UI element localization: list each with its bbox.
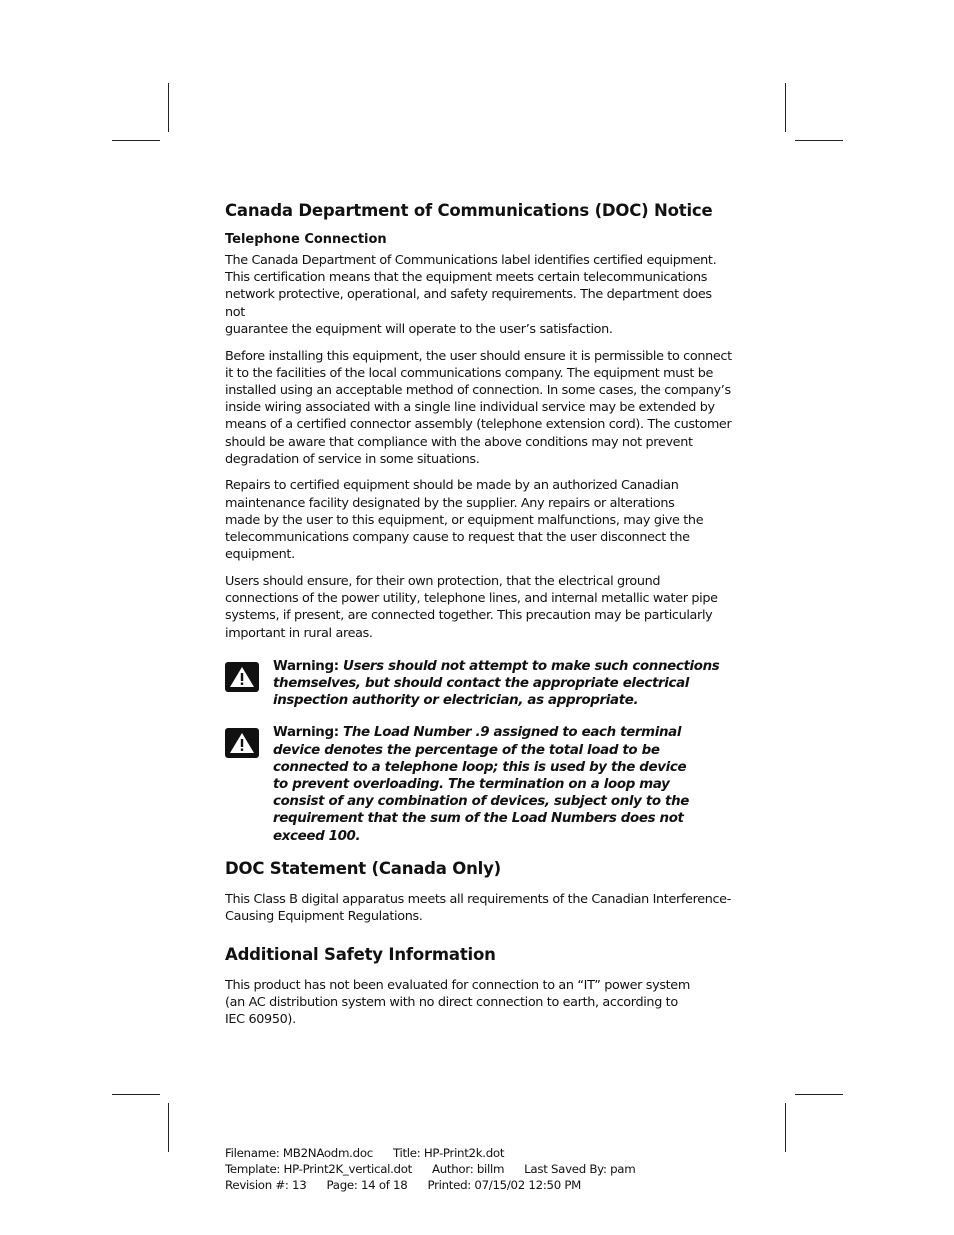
paragraph: The Canada Department of Communications label identifies certified equipment. This certification means that the equipment meets certain telecommunications network protective, operational, and safety requirements. The department does not guarantee the equipment will operate to the user’s satisfaction. xyxy=(225,253,717,337)
paragraph: Users should ensure, for their own protection, that the electrical ground connections of the power utility, telephone lines, and internal metallic water pipe systems, if present, are connected together. This precaution may be particularly important in rural areas. xyxy=(225,573,718,641)
warning-label: Warning: xyxy=(273,725,339,741)
footer-row xyxy=(225,1161,655,1177)
document-footer xyxy=(225,1145,655,1193)
crop-mark-bottom-right-horizontal xyxy=(795,1094,843,1095)
footer-page: Page: 14 of 18 xyxy=(326,1178,408,1192)
section-title: Additional Safety Information xyxy=(225,945,496,964)
crop-mark-top-right-horizontal xyxy=(795,140,843,141)
footer-printed: Printed: 07/15/02 12:50 PM xyxy=(427,1178,582,1192)
footer-author: Author: billm xyxy=(431,1162,505,1176)
crop-mark-top-left-horizontal xyxy=(112,140,160,141)
crop-mark-bottom-right-vertical xyxy=(785,1103,786,1152)
paragraph: Repairs to certified equipment should be made by an authorized Canadian maintenance facility designated by the supplier. Any repairs or alterations made by the user to this equipment, or equipment malfunctions, may give the telecommunications company cause to request that the user disconnect the equipment. xyxy=(225,478,704,563)
crop-mark-top-left-vertical xyxy=(168,83,169,132)
section-additional-safety xyxy=(225,944,745,1038)
crop-mark-bottom-left-horizontal xyxy=(112,1094,160,1095)
footer-last-saved: Last Saved By: pam xyxy=(524,1162,636,1176)
footer-template: Template: HP-Print2K_vertical.dot xyxy=(225,1162,412,1176)
footer-revision: Revision #: 13 xyxy=(225,1178,307,1192)
warning-body: Users should not attempt to make such connections themselves, but should contact the appropriate electrical inspection authority or electrician, as appropriate. xyxy=(273,658,720,709)
section-title: Canada Department of Communications (DOC) Notice xyxy=(225,201,713,220)
warning-block xyxy=(225,658,735,710)
section-doc-statement xyxy=(225,858,745,935)
subheading: Telephone Connection xyxy=(225,232,387,247)
warning-text xyxy=(273,724,689,844)
warning-triangle-icon xyxy=(225,662,259,692)
paragraph: Before installing this equipment, the user should ensure it is permissible to connect it to the facilities of the local communications company. The equipment must be installed using an acceptable method of connection. In some cases, the company’s inside wiring associated with a single line individual service may be extended by means of a certified connector assembly (telephone extension cord). The customer should be aware that compliance with the above conditions may not prevent degradation of service in some situations. xyxy=(225,348,732,467)
warning-triangle-icon xyxy=(225,728,259,758)
footer-row xyxy=(225,1145,655,1161)
footer-row xyxy=(225,1177,655,1193)
warning-label: Warning: xyxy=(273,658,339,674)
paragraph: This Class B digital apparatus meets all requirements of the Canadian Interference- Causing Equipment Regulations. xyxy=(225,892,731,925)
section-title: DOC Statement (Canada Only) xyxy=(225,859,502,878)
crop-mark-top-right-vertical xyxy=(785,83,786,132)
footer-title: Title: HP-Print2k.dot xyxy=(392,1146,505,1160)
warning-text xyxy=(273,658,719,710)
crop-mark-bottom-left-vertical xyxy=(168,1103,169,1152)
paragraph: This product has not been evaluated for connection to an “IT” power system (an AC distribution system with no direct connection to earth, according to IEC 60950). xyxy=(225,978,690,1028)
section-doc-notice xyxy=(225,200,735,860)
warning-body: The Load Number .9 assigned to each terminal device denotes the percentage of the total load to be connected to a telephone loop; this is used by the device to prevent overloading. The termination on a loop may consist of any combination of devices, subject only to the requirement that the sum of the Load Numbers does not exceed 100. xyxy=(273,725,689,844)
footer-filename: Filename: MB2NAodm.doc xyxy=(225,1146,373,1160)
warning-block xyxy=(225,724,735,844)
